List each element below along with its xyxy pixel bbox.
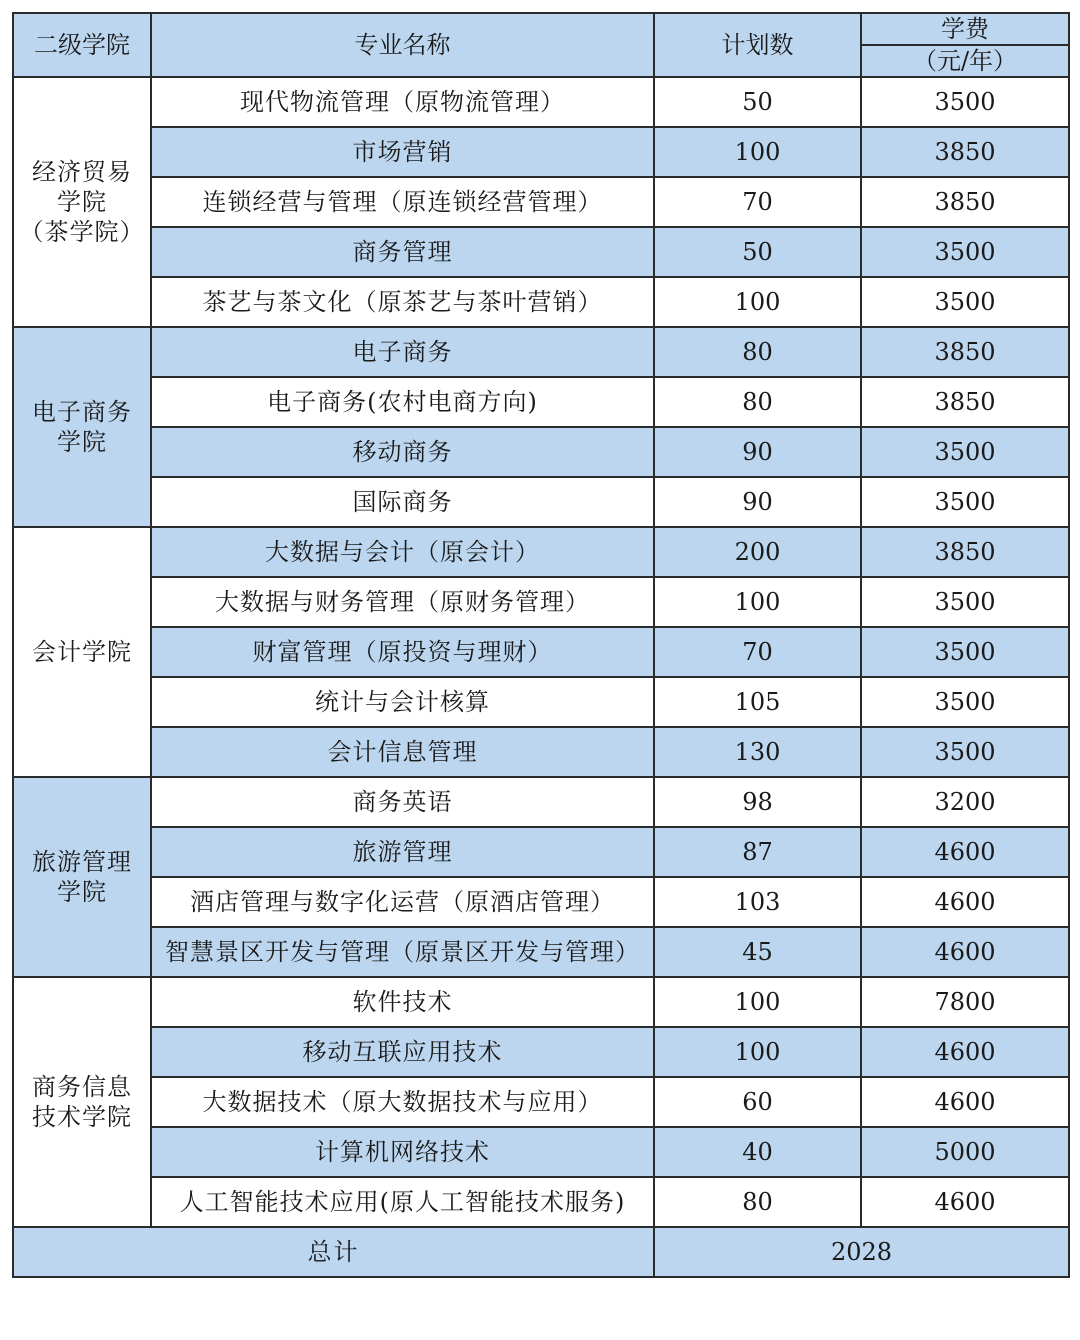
plan-cell: 100 [654, 977, 861, 1027]
fee-cell: 4600 [861, 1027, 1069, 1077]
major-cell: 大数据与会计（原会计） [151, 527, 654, 577]
major-cell: 电子商务 [151, 327, 654, 377]
header-college: 二级学院 [13, 13, 151, 77]
table-row [13, 227, 1069, 277]
college-name-line: 学院 [57, 188, 107, 216]
plan-cell: 100 [654, 577, 861, 627]
plan-cell: 60 [654, 1077, 861, 1127]
college-cell [13, 777, 151, 977]
fee-cell: 3200 [861, 777, 1069, 827]
college-name-line: 经济贸易 [32, 158, 132, 186]
table-row [13, 77, 1069, 127]
fee-cell: 3500 [861, 627, 1069, 677]
college-name-line: 旅游管理 [32, 848, 132, 876]
fee-cell: 3500 [861, 727, 1069, 777]
fee-cell: 4600 [861, 827, 1069, 877]
fee-cell: 3850 [861, 377, 1069, 427]
major-cell: 统计与会计核算 [151, 677, 654, 727]
fee-cell: 5000 [861, 1127, 1069, 1177]
plan-cell: 40 [654, 1127, 861, 1177]
major-cell: 国际商务 [151, 477, 654, 527]
header-row [13, 13, 1069, 45]
plan-cell: 100 [654, 127, 861, 177]
plan-cell: 90 [654, 477, 861, 527]
table-row [13, 677, 1069, 727]
table-row [13, 477, 1069, 527]
major-cell: 大数据与财务管理（原财务管理） [151, 577, 654, 627]
header-major: 专业名称 [151, 13, 654, 77]
fee-cell: 3500 [861, 477, 1069, 527]
plan-cell: 70 [654, 627, 861, 677]
plan-cell: 45 [654, 927, 861, 977]
major-cell: 智慧景区开发与管理（原景区开发与管理） [151, 927, 654, 977]
table-row [13, 527, 1069, 577]
header-fee-unit: （元/年） [861, 45, 1069, 77]
major-cell: 会计信息管理 [151, 727, 654, 777]
table-row [13, 827, 1069, 877]
table-row [13, 577, 1069, 627]
plan-cell: 90 [654, 427, 861, 477]
college-name-line: 商务信息 [32, 1073, 132, 1101]
major-cell: 商务管理 [151, 227, 654, 277]
major-cell: 连锁经营与管理（原连锁经营管理） [151, 177, 654, 227]
fee-cell: 4600 [861, 1177, 1069, 1227]
major-cell: 茶艺与茶文化（原茶艺与茶叶营销） [151, 277, 654, 327]
table-row [13, 627, 1069, 677]
plan-cell: 70 [654, 177, 861, 227]
major-cell: 市场营销 [151, 127, 654, 177]
college-cell [13, 527, 151, 777]
table-row [13, 1177, 1069, 1227]
major-cell: 现代物流管理（原物流管理） [151, 77, 654, 127]
major-cell: 大数据技术（原大数据技术与应用） [151, 1077, 654, 1127]
fee-cell: 3500 [861, 227, 1069, 277]
fee-cell: 3500 [861, 677, 1069, 727]
plan-cell: 103 [654, 877, 861, 927]
header-fee: 学费 [861, 13, 1069, 45]
fee-cell: 3850 [861, 527, 1069, 577]
table-row [13, 977, 1069, 1027]
table-body [13, 13, 1069, 1277]
plan-cell: 50 [654, 227, 861, 277]
fee-cell: 3500 [861, 277, 1069, 327]
college-name-line: （茶学院） [19, 218, 145, 246]
fee-cell: 3500 [861, 77, 1069, 127]
major-cell: 电子商务(农村电商方向) [151, 377, 654, 427]
table-row [13, 877, 1069, 927]
fee-cell: 3850 [861, 127, 1069, 177]
table-row [13, 927, 1069, 977]
major-cell: 财富管理（原投资与理财） [151, 627, 654, 677]
college-name-line: 电子商务 [32, 398, 132, 426]
major-cell: 酒店管理与数字化运营（原酒店管理） [151, 877, 654, 927]
table-row [13, 1027, 1069, 1077]
table-row [13, 727, 1069, 777]
fee-cell: 3850 [861, 177, 1069, 227]
plan-cell: 200 [654, 527, 861, 577]
major-cell: 商务英语 [151, 777, 654, 827]
table-row [13, 177, 1069, 227]
plan-cell: 80 [654, 327, 861, 377]
plan-cell: 100 [654, 277, 861, 327]
college-cell [13, 977, 151, 1227]
table-row [13, 327, 1069, 377]
enrollment-plan-table [12, 12, 1070, 1278]
college-cell [13, 327, 151, 527]
fee-cell: 3500 [861, 427, 1069, 477]
college-cell [13, 77, 151, 327]
table-row [13, 427, 1069, 477]
plan-cell: 87 [654, 827, 861, 877]
major-cell: 软件技术 [151, 977, 654, 1027]
fee-cell: 4600 [861, 927, 1069, 977]
fee-cell: 4600 [861, 877, 1069, 927]
college-name-line: 技术学院 [32, 1103, 132, 1131]
fee-cell: 7800 [861, 977, 1069, 1027]
table-row [13, 1127, 1069, 1177]
table-row [13, 277, 1069, 327]
fee-cell: 3500 [861, 577, 1069, 627]
total-row [13, 1227, 1069, 1277]
major-cell: 计算机网络技术 [151, 1127, 654, 1177]
plan-cell: 50 [654, 77, 861, 127]
major-cell: 移动互联应用技术 [151, 1027, 654, 1077]
table-row [13, 127, 1069, 177]
plan-cell: 80 [654, 1177, 861, 1227]
plan-cell: 105 [654, 677, 861, 727]
table-row [13, 777, 1069, 827]
total-label: 总计 [13, 1227, 654, 1277]
major-cell: 旅游管理 [151, 827, 654, 877]
total-value: 2028 [654, 1227, 1069, 1277]
plan-cell: 130 [654, 727, 861, 777]
college-name-line: 学院 [57, 428, 107, 456]
major-cell: 移动商务 [151, 427, 654, 477]
fee-cell: 3850 [861, 327, 1069, 377]
major-cell: 人工智能技术应用(原人工智能技术服务) [151, 1177, 654, 1227]
plan-cell: 80 [654, 377, 861, 427]
plan-cell: 100 [654, 1027, 861, 1077]
college-name-line: 会计学院 [32, 638, 132, 666]
table-row [13, 1077, 1069, 1127]
table-row [13, 377, 1069, 427]
college-name-line: 学院 [57, 878, 107, 906]
header-plan: 计划数 [654, 13, 861, 77]
fee-cell: 4600 [861, 1077, 1069, 1127]
plan-cell: 98 [654, 777, 861, 827]
